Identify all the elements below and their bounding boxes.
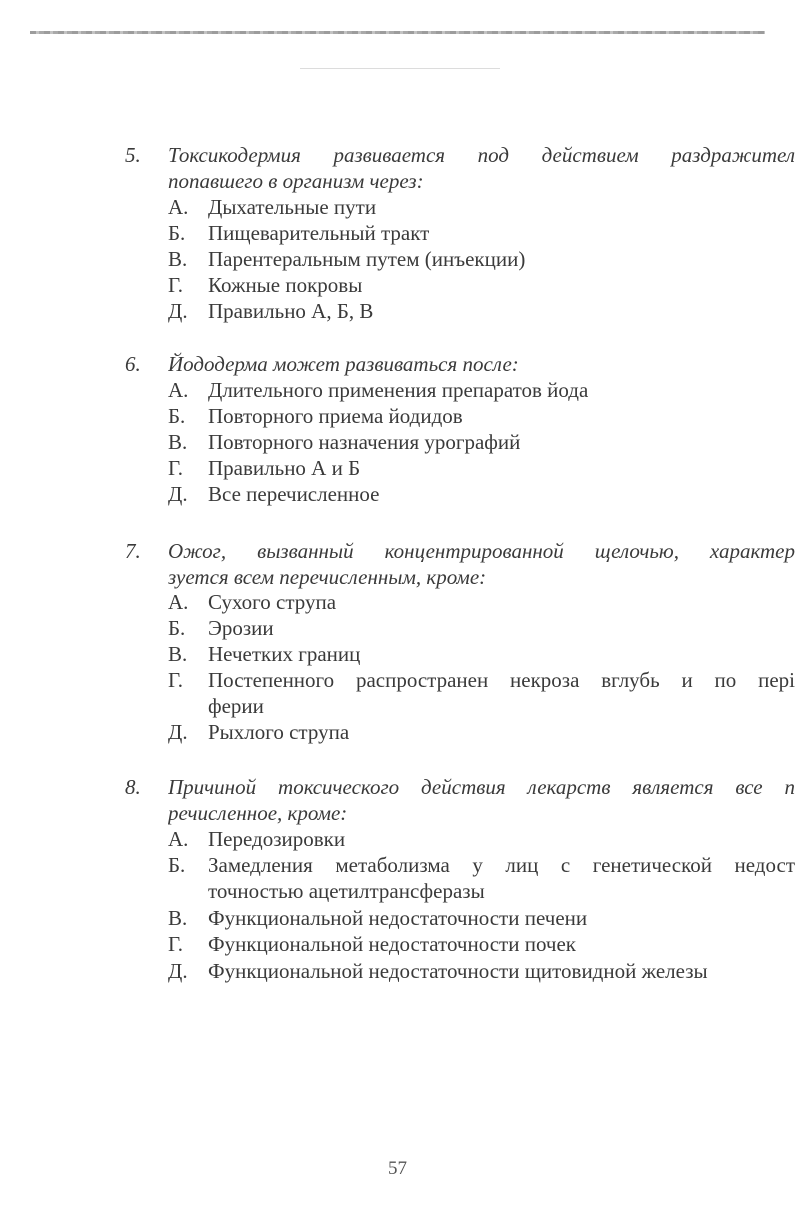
option-text	[208, 220, 795, 246]
option-text	[208, 246, 795, 272]
option-text	[208, 931, 795, 957]
option-letter: Б.	[168, 221, 186, 245]
option-text	[208, 455, 795, 481]
option-text-line: точностью ацетилтрансферазы	[208, 879, 485, 903]
option-text-line: Повторного назначения урографий	[208, 430, 521, 454]
question-text-line: попавшего в организм через:	[168, 169, 424, 193]
question-number: 7.	[125, 539, 141, 563]
option-text-line: Замедления метаболизма у лиц с генетической недост	[208, 853, 795, 877]
option-text-line: Функциональной недостаточности щитовидной железы	[208, 959, 708, 983]
option-text-line: Кожные покровы	[208, 273, 363, 297]
option-text-line: Дыхательные пути	[208, 195, 377, 219]
option-letter: В.	[168, 430, 188, 454]
option-text	[208, 826, 795, 852]
option-text	[208, 852, 795, 904]
question-text-line: Токсикодермия развивается под действием раздражител	[168, 143, 795, 167]
option-text-line: Функциональной недостаточности почек	[208, 932, 577, 956]
option-text-line: Правильно А, Б, В	[208, 299, 374, 323]
option-text-line: Нечетких границ	[208, 642, 361, 666]
option-text	[208, 429, 795, 455]
option-text-line: Эрозии	[208, 616, 274, 640]
option-letter: В.	[168, 906, 188, 930]
option-letter: Б.	[168, 616, 186, 640]
question-text-line: Причиной токсического действия лекарств является все п	[168, 775, 795, 799]
option-text-line: Все перечисленное	[208, 482, 380, 506]
question-number: 8.	[125, 775, 141, 799]
option-letter: А.	[168, 827, 189, 851]
option-text-line: Повторного приема йодидов	[208, 404, 463, 428]
option-text-line: Правильно А и Б	[208, 456, 361, 480]
option-letter: Г.	[168, 668, 184, 692]
option-letter: А.	[168, 195, 189, 219]
question-number: 5.	[125, 143, 141, 167]
option-text	[208, 667, 795, 719]
option-text	[208, 403, 795, 429]
option-text-line: Пищеварительный тракт	[208, 221, 430, 245]
option-text	[208, 958, 795, 984]
option-text	[208, 719, 795, 745]
option-text	[208, 298, 795, 324]
option-letter: А.	[168, 378, 189, 402]
option-text	[208, 589, 795, 615]
question-text	[168, 774, 795, 826]
option-letter: Г.	[168, 456, 184, 480]
option-text	[208, 377, 795, 403]
option-text	[208, 615, 795, 641]
question-text-line: Йододерма может развиваться после:	[168, 352, 519, 376]
question-text	[168, 351, 795, 377]
option-text	[208, 272, 795, 298]
option-letter: Д.	[168, 299, 188, 323]
question-text-line: зуется всем перечисленным, кроме:	[168, 565, 487, 589]
option-text-line: ферии	[208, 694, 264, 718]
option-text	[208, 905, 795, 931]
option-letter: Д.	[168, 959, 188, 983]
option-letter: Г.	[168, 273, 184, 297]
question-text	[168, 142, 795, 194]
question-number: 6.	[125, 352, 141, 376]
option-letter: Г.	[168, 932, 184, 956]
option-text-line: Рыхлого струпа	[208, 720, 350, 744]
option-text-line: Сухого струпа	[208, 590, 337, 614]
option-letter: В.	[168, 642, 188, 666]
question-text-line: речисленное, кроме:	[168, 801, 348, 825]
option-letter: А.	[168, 590, 189, 614]
option-text-line: Длительного применения препаратов йода	[208, 378, 589, 402]
page-number: 57	[388, 1158, 407, 1179]
option-text	[208, 641, 795, 667]
option-letter: Б.	[168, 853, 186, 877]
question-text	[168, 538, 795, 590]
option-letter: В.	[168, 247, 188, 271]
option-text-line: Передозировки	[208, 827, 346, 851]
option-text	[208, 481, 795, 507]
option-text	[208, 194, 795, 220]
option-letter: Д.	[168, 720, 188, 744]
option-text-line: Парентеральным путем (инъекции)	[208, 247, 526, 271]
question-text-line: Ожог, вызванный концентрированной щелочью, характер	[168, 539, 795, 563]
option-text-line: Функциональной недостаточности печени	[208, 906, 588, 930]
option-text-line: Постепенного распространен некроза вглубь и по пері	[208, 668, 795, 692]
option-letter: Д.	[168, 482, 188, 506]
option-letter: Б.	[168, 404, 186, 428]
